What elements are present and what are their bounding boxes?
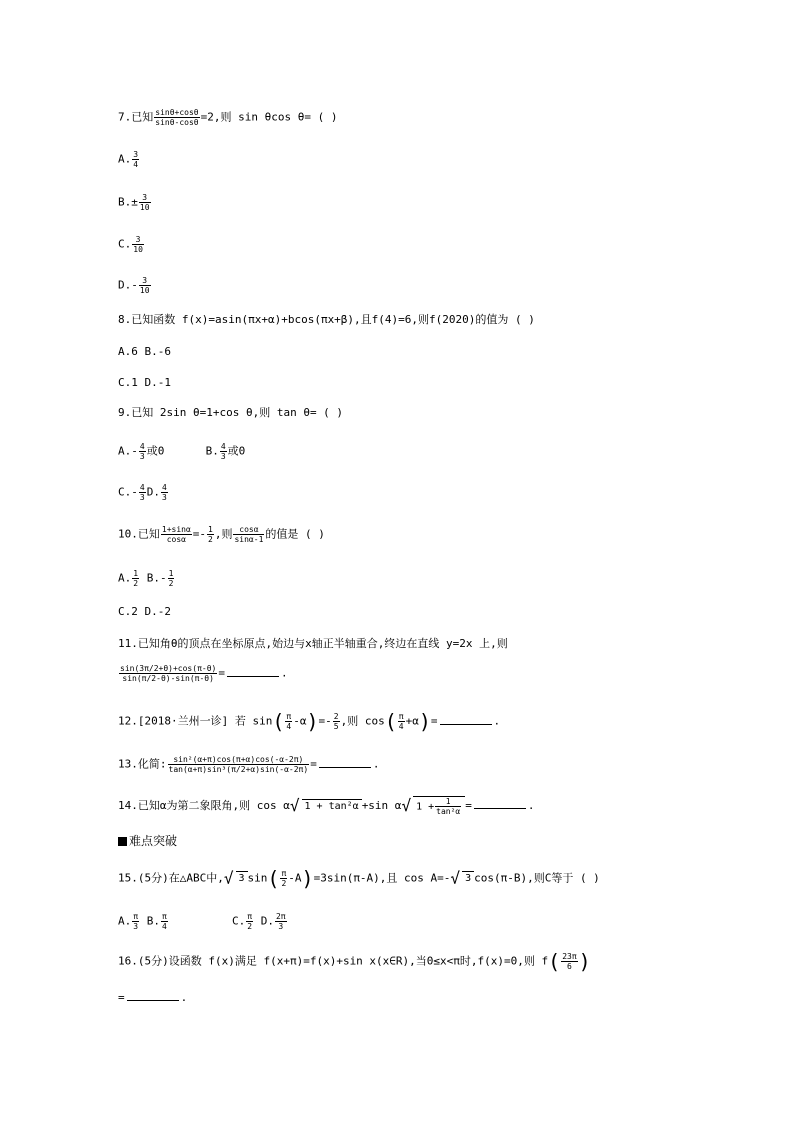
question-9: 9.已知 2sin θ=1+cos θ,则 tan θ= ( ) bbox=[118, 406, 344, 419]
q10-options-cd: C.2 D.-2 bbox=[118, 605, 171, 618]
q7-option-d: D.- $\frac{3}{10}$ bbox=[118, 276, 150, 295]
question-8: 8.已知函数 f(x)=asin(πx+α)+bcos(πx+β),且f(4)=6,则f(2020)的值为 ( ) bbox=[118, 313, 535, 326]
q7-option-a: A. $\frac{3}{4}$ bbox=[118, 150, 139, 169]
section-heading: 难点突破 bbox=[118, 833, 177, 849]
q7-prefix: 7.已知 bbox=[118, 110, 154, 124]
question-10: 10.已知 $\frac{1+\sin\alpha}{\cos\alpha}$ =- $\frac{1}{2}$ ,则 $\frac{\cos\alpha}{\sin\alpha-1}$ 的值是 ( ) bbox=[118, 525, 325, 544]
answer-blank bbox=[440, 724, 492, 725]
q7-fraction: $\frac{\sin\theta+\cos\theta}{\sin\theta-\cos\theta}$ bbox=[155, 108, 199, 127]
answer-blank bbox=[127, 1000, 179, 1001]
q11-expression: $\frac{\sin(3\pi/2+\theta)+\cos(\pi-\theta)}{\sin(\pi/2-\theta)-\sin(\pi-\theta)}$ = . bbox=[120, 664, 288, 683]
q7-option-b: B.± $\frac{3}{10}$ bbox=[118, 193, 150, 212]
q10-options-ab: A. $\frac{1}{2}$ B.- $\frac{1}{2}$ bbox=[118, 569, 174, 588]
q7-suffix: =2,则 sin θcos θ= ( ) bbox=[200, 110, 338, 124]
question-12: 12.[2018·兰州一诊] 若 sin( $\frac{\pi}{4}$ -α)=- $\frac{2}{5}$ ,则 cos( $\frac{\pi}{4}$ +α)= . bbox=[118, 709, 501, 734]
question-16: 16.(5分)设函数 f(x)满足 f(x+π)=f(x)+sin x(x∈R),当0≤x<π时,f(x)=0,则 f( $\frac{23\pi}{6}$ ) bbox=[118, 949, 591, 974]
question-15: 15.(5分)在△ABC中,√ 3 sin( $\frac{\pi}{2}$ -A)=3sin(π-A),且 cos A=-√ 3 cos(π-B),则C等于 ( ) bbox=[118, 866, 600, 891]
question-14: 14.已知α为第二象限角,则 cos α√ 1 + tan²α +sin α√ 1 + $\frac{1}{\text{tan²α}}$ = . bbox=[118, 796, 535, 816]
q9-options-cd: C.- $\frac{4}{3}$ D. $\frac{4}{3}$ bbox=[118, 483, 167, 502]
question-13: 13.化简: $\frac{\text{sin²(α+π)cos(π+α)cos(-α-2π)}}{\text{tan(α+π)sin³(π/2+α)sin(-α-2π)}}$ = . bbox=[118, 755, 380, 774]
answer-blank bbox=[319, 767, 371, 768]
q8-options-cd: C.1 D.-1 bbox=[118, 376, 171, 389]
q9-options-ab: A.- $\frac{4}{3}$ 或0 B. $\frac{4}{3}$ 或0 bbox=[118, 442, 246, 461]
question-7 bbox=[118, 108, 337, 127]
q15-options: A. $\frac{\pi}{3}$ B. $\frac{\pi}{4}$ C. $\frac{\pi}{2}$ D. $\frac{2\pi}{3}$ bbox=[118, 912, 286, 931]
answer-blank bbox=[227, 676, 279, 677]
q7-option-c: C. $\frac{3}{10}$ bbox=[118, 235, 143, 254]
q16-answer-line: = . bbox=[118, 991, 188, 1004]
answer-blank bbox=[474, 808, 526, 809]
q8-options-ab: A.6 B.-6 bbox=[118, 345, 171, 358]
question-11: 11.已知角θ的顶点在坐标原点,始边与x轴正半轴重合,终边在直线 y=2x 上,则 bbox=[118, 637, 508, 650]
square-bullet-icon bbox=[118, 837, 127, 846]
